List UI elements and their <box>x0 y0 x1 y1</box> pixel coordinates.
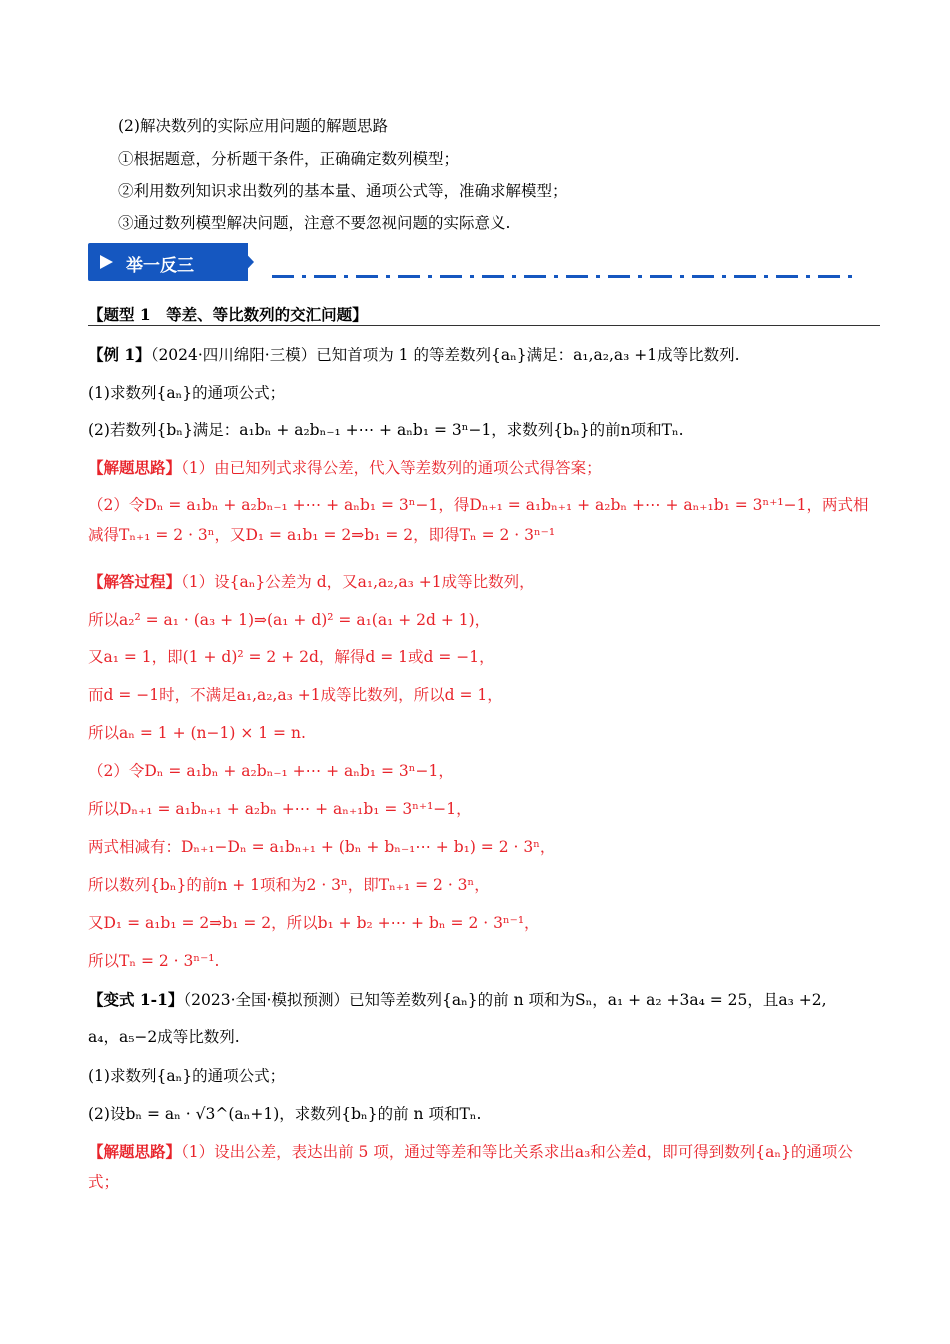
variant-label: 【变式 1-1】 <box>88 990 184 1009</box>
banner-title: 举一反三 <box>126 256 194 276</box>
example-1-stem <box>88 345 880 365</box>
example-1-proc-6: （2）令Dₙ = a₁bₙ + a₂bₙ₋₁ +⋯ + aₙb₁ = 3ⁿ−1， <box>88 762 454 780</box>
example-1-idea-2: （2）令Dₙ = a₁bₙ + a₂bₙ₋₁ +⋯ + aₙb₁ = 3ⁿ−1，得Dₙ₊₁ = a₁bₙ₊₁ + a₂bₙ +⋯ + aₙ₊₁b₁ = 3ⁿ⁺¹−1，两式相减得Tₙ₊₁ = 2 · 3ⁿ，又D₁ = a₁b₁ = 2⇒b₁ = 2，即得Tₙ = 2 · 3ⁿ⁻¹ <box>88 496 869 544</box>
example-label: 【例 1】 <box>88 345 151 364</box>
example-source: （2024·四川绵阳·三模） <box>150 346 317 364</box>
variant-idea-label: 【解题思路】 <box>88 1142 182 1161</box>
section-heading: 【题型 1 等差、等比数列的交汇问题】 <box>88 303 880 326</box>
example-1-q2: (2)若数列{bₙ}满足：a₁bₙ + a₂bₙ₋₁ +⋯ + aₙb₁ = 3ⁿ−1，求数列{bₙ}的前n项和Tₙ. <box>88 421 684 439</box>
variant-source: （2023·全国·模拟预测） <box>183 991 349 1009</box>
variant-1-q2: (2)设bₙ = aₙ · √3^(aₙ+1)，求数列{bₙ}的前 n 项和Tₙ. <box>88 1105 482 1123</box>
example-1-proc-7: 所以Dₙ₊₁ = a₁bₙ₊₁ + a₂bₙ +⋯ + aₙ₊₁b₁ = 3ⁿ⁺¹−1， <box>88 800 472 818</box>
example-1-proc-8: 两式相减有：Dₙ₊₁−Dₙ = a₁bₙ₊₁ + (bₙ + bₙ₋₁⋯ + b₁) = 2 · 3ⁿ， <box>88 838 556 856</box>
dash-divider <box>272 275 860 278</box>
idea-text-1: （1）由已知列式求得公差，代入等差数列的通项公式得答案； <box>181 459 602 477</box>
intro-line-3: ②利用数列知识求出数列的基本量、通项公式等，准确求解模型； <box>118 182 568 200</box>
example-1-proc-10: 又D₁ = a₁b₁ = 2⇒b₁ = 2，所以b₁ + b₂ +⋯ + bₙ = 2 · 3ⁿ⁻¹， <box>88 914 540 932</box>
example-1-idea-1 <box>88 458 880 478</box>
example-1-q1: (1)求数列{aₙ}的通项公式； <box>88 384 286 402</box>
example-1-proc-4: 而d = −1时，不满足a₁,a₂,a₃ +1成等比数列，所以d = 1， <box>88 686 503 704</box>
variant-1-stem-2: a₄，a₅−2成等比数列. <box>88 1028 240 1046</box>
variant-1-stem-1 <box>88 990 880 1010</box>
proc-text-1: （1）设{aₙ}公差为 d，又a₁,a₂,a₃ +1成等比数列， <box>181 573 535 591</box>
proc-label: 【解答过程】 <box>88 572 182 591</box>
example-1-proc-11: 所以Tₙ = 2 · 3ⁿ⁻¹. <box>88 952 220 970</box>
intro-line-4: ③通过数列模型解决问题，注意不要忽视问题的实际意义. <box>118 214 511 232</box>
variant-1-q1: (1)求数列{aₙ}的通项公式； <box>88 1067 286 1085</box>
example-stem-text: 已知首项为 1 的等差数列{aₙ}满足：a₁,a₂,a₃ +1成等比数列. <box>316 346 740 364</box>
play-triangle-icon <box>100 255 113 269</box>
variant-1-idea-1 <box>88 1137 880 1197</box>
variant-stem-text: 已知等差数列{aₙ}的前 n 项和为Sₙ，a₁ + a₂ +3a₄ = 25，且a₃ +2, <box>348 991 827 1009</box>
intro-line-1: (2)解决数列的实际应用问题的解题思路 <box>118 117 388 135</box>
example-1-proc-3: 又a₁ = 1，即(1 + d)² = 2 + 2d，解得d = 1或d = −1， <box>88 648 495 666</box>
example-1-proc-2: 所以a₂² = a₁ · (a₃ + 1)⇒(a₁ + d)² = a₁(a₁ + 2d + 1)， <box>88 611 491 629</box>
example-1-proc-5: 所以aₙ = 1 + (n−1) × 1 = n. <box>88 724 306 742</box>
idea-label: 【解题思路】 <box>88 458 182 477</box>
example-1-proc-1 <box>88 572 880 592</box>
section-banner <box>88 243 260 281</box>
example-1-proc-9: 所以数列{bₙ}的前n + 1项和为2 · 3ⁿ，即Tₙ₊₁ = 2 · 3ⁿ， <box>88 876 490 894</box>
intro-line-2: ①根据题意，分析题干条件，正确确定数列模型； <box>118 150 460 168</box>
variant-idea-text-1: （1）设出公差，表达出前 5 项，通过等差和等比关系求出a₃和公差d，即可得到数列{aₙ}的通项公式； <box>88 1143 853 1191</box>
